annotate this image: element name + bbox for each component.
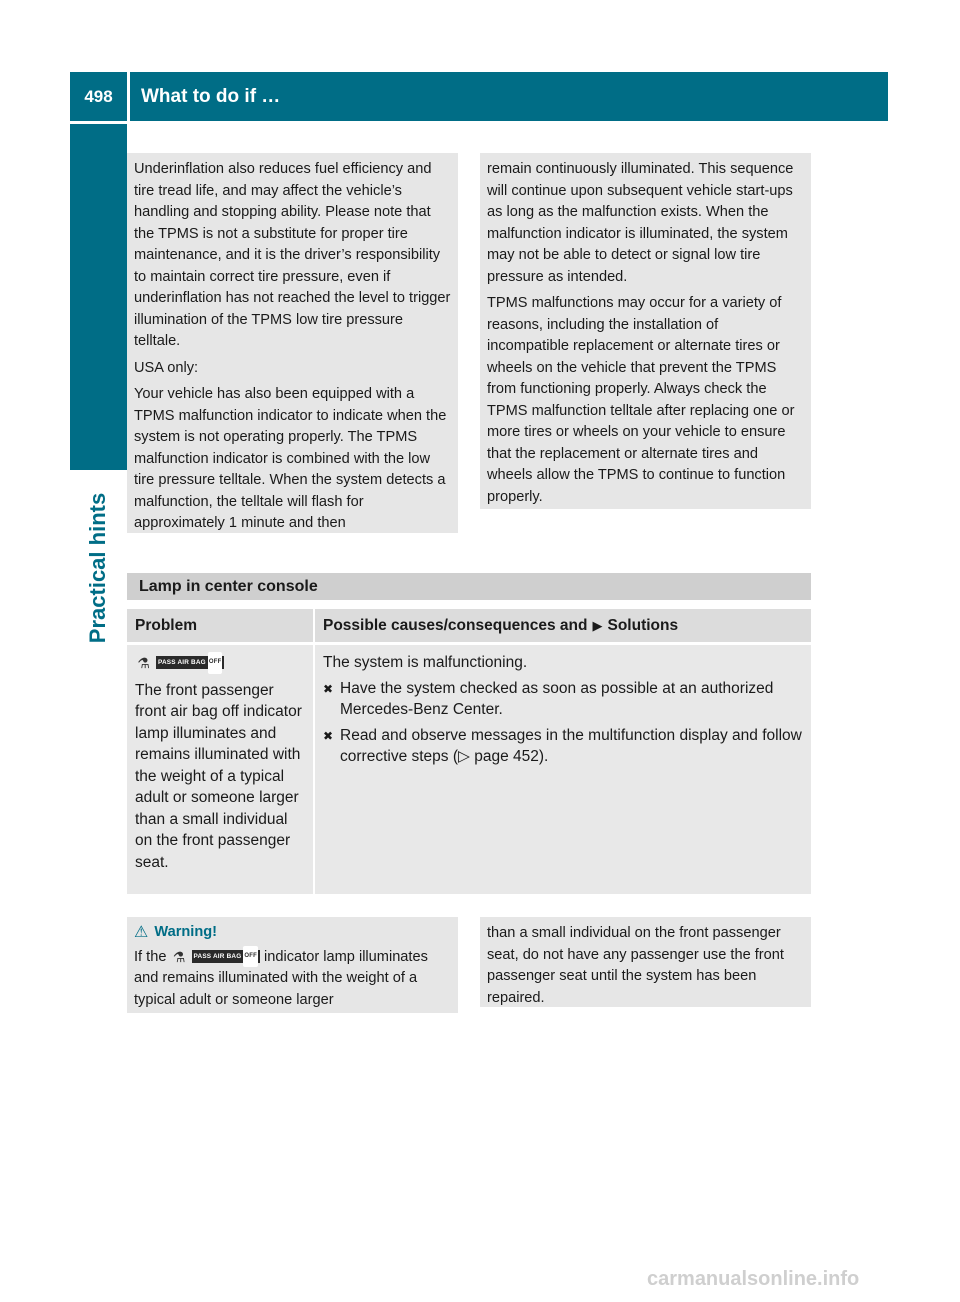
- section-heading: Lamp in center console: [127, 573, 811, 600]
- paragraph: USA only:: [134, 359, 199, 376]
- watermark: carmanualsonline.info: [647, 1268, 860, 1290]
- tpms-info-box-left: [127, 153, 458, 533]
- solution-step: ✖ Have the system checked as soon as possible at an authorized Mercedes-Benz Center.: [323, 678, 803, 721]
- table-cell-problem: [127, 645, 313, 894]
- side-section-label: Practical hints: [85, 492, 111, 644]
- warning-text: If the ⚗ PASS AIR BAG OFF indicator lamp illuminates and remains illuminated with the weight of a typical adult or someone larger: [134, 947, 451, 1012]
- paragraph: remain continuously illuminated. This sequence will continue upon subsequent vehicle start-ups as long as the malfunction exists. When the malfunction indicator is illuminated, the system may not be able to detect or signal low tire pressure as intended.: [487, 161, 794, 285]
- paragraph: TPMS malfunctions may occur for a variety of reasons, including the installation of incompatible replacement or alternate tires or wheels on the vehicle that prevent the TPMS from functioning properly. Always check the TPMS malfunction telltale after replacing one or more tires or wheels on your vehicle to ensure that the replacement or alternate tires and wheels allow the TPMS to continue to function properly.: [487, 295, 795, 505]
- pass-air-bag-off-icon: PASS AIR BAG OFF: [192, 950, 260, 963]
- step-arrow-icon: ✖: [323, 681, 334, 696]
- air-bag-off-symbol: [171, 948, 260, 965]
- page-title: What to do if …: [130, 72, 888, 121]
- warning-triangle-icon: ⚠: [134, 924, 149, 941]
- warning-box-right: [480, 917, 811, 1007]
- table-header-problem: Problem: [127, 609, 313, 642]
- paragraph: Underinflation also reduces fuel efficiency and tire tread life, and may affect the vehicle’s handling and stopping ability. Please note that the TPMS is not a substitute for proper tire maintenance, and it is the driver’s responsibility to maintain correct tire pressure, even if underinflation has not reached the level to trigger illumination of the TPMS low tire pressure telltale.: [134, 161, 451, 349]
- passenger-seat-icon: ⚗: [137, 654, 150, 671]
- play-arrow-icon: ▶: [592, 617, 603, 633]
- problem-description: The front passenger front air bag off indicator lamp illuminates and remains illuminated with the weight of a typical adult or someone larger than a small individual on the front passenger seat.: [135, 681, 302, 871]
- air-bag-off-symbol: [135, 654, 224, 671]
- table-cell-solutions: [315, 645, 811, 894]
- paragraph: Your vehicle has also been equipped with a TPMS malfunction indicator to indicate when the system is not operating properly. The TPMS malfunction indicator is combined with the low tire pressure telltale. When the system detects a malfunction, the telltale will flash for approximately 1 minute and then: [134, 386, 447, 531]
- warning-title: ⚠ Warning!: [134, 922, 451, 944]
- solution-step: ✖ Read and observe messages in the multifunction display and follow corrective steps (▷ page 452).: [323, 725, 803, 768]
- cause-text: The system is malfunctioning.: [323, 654, 528, 671]
- warning-continued-text: than a small individual on the front passenger seat, do not have any passenger use the front passenger seat until the system has been repaired.: [487, 925, 784, 1006]
- warning-box-left: [127, 917, 458, 1013]
- side-tab-marker: [70, 124, 127, 470]
- step-arrow-icon: ✖: [323, 728, 334, 743]
- table-header-solutions: Possible causes/consequences and ▶ Solutions: [315, 609, 811, 642]
- passenger-seat-icon: ⚗: [172, 948, 186, 965]
- page-number: 498: [70, 72, 127, 121]
- tpms-info-box-right: [480, 153, 811, 509]
- pass-air-bag-off-icon: PASS AIR BAG OFF: [156, 656, 224, 669]
